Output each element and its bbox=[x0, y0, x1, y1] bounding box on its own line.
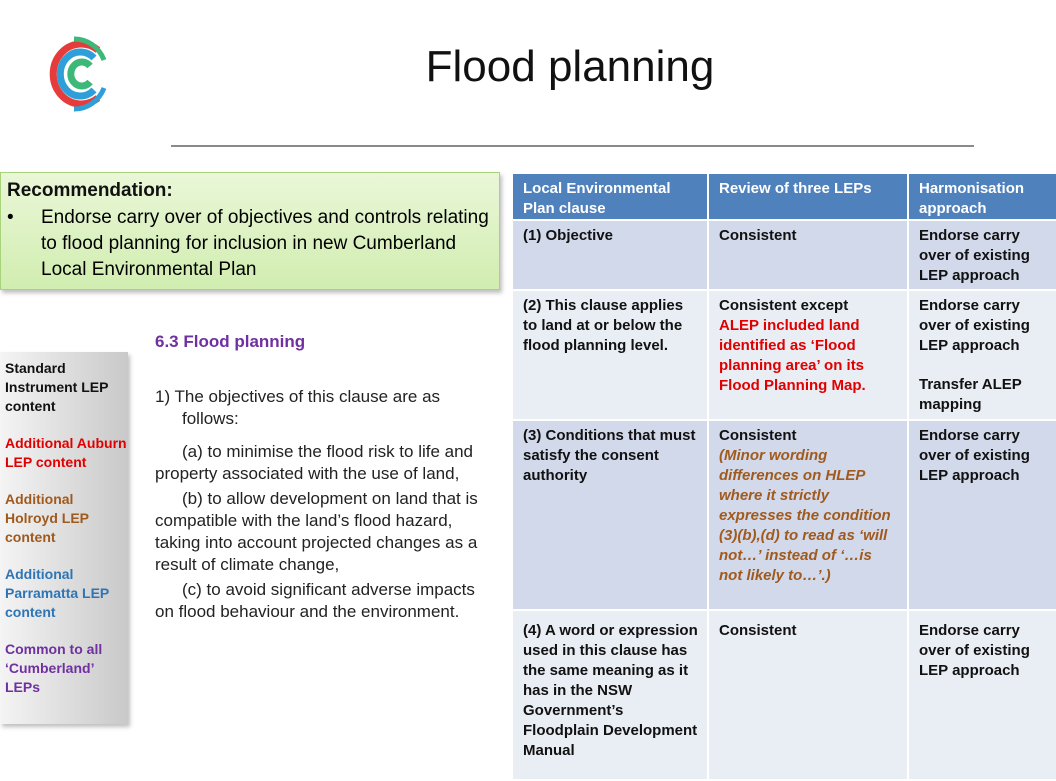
page-title: Flood planning bbox=[425, 42, 715, 91]
table-row bbox=[512, 420, 1056, 610]
table-row bbox=[512, 290, 1056, 420]
approach-extra: Transfer ALEP mapping bbox=[919, 376, 1022, 413]
lep-comparison-table bbox=[511, 172, 1056, 781]
clause-objective-c: (c) to avoid significant adverse impacts on flood behaviour and the environment. bbox=[155, 580, 475, 621]
review-note-auburn: ALEP included land identified as ‘Flood planning area’ on its Flood Planning Map. bbox=[719, 317, 866, 394]
recommendation-heading: Recommendation: bbox=[7, 180, 173, 201]
row-approach: Endorse carry over of existing LEP approach bbox=[908, 420, 1056, 610]
header-clause: Local Environmental Plan clause bbox=[512, 173, 708, 220]
table-row bbox=[512, 220, 1056, 290]
review-status: Consistent bbox=[719, 227, 797, 244]
row-clause: (4) A word or expression used in this clause has the same meaning as it has in the NSW Government’s Floodplain Development Manual bbox=[512, 610, 708, 780]
title-divider bbox=[171, 145, 974, 147]
review-status: Consistent bbox=[719, 622, 797, 639]
row-clause: (3) Conditions that must satisfy the consent authority bbox=[512, 420, 708, 610]
row-review bbox=[708, 220, 908, 290]
clause-objective-a: (a) to minimise the flood risk to life and property associated with the use of land, bbox=[155, 442, 474, 483]
row-review bbox=[708, 420, 908, 610]
clause-objective-b: (b) to allow development on land that is compatible with the land’s flood hazard, taking into account projected changes as a result of climate change, bbox=[155, 489, 478, 574]
recommendation-box bbox=[0, 172, 500, 290]
legend-item-holroyd: Additional Holroyd LEP content bbox=[5, 491, 89, 545]
cumberland-c-logo-icon bbox=[44, 36, 112, 112]
legend-item-standard: Standard Instrument LEP content bbox=[5, 360, 109, 414]
clause-intro: 1) The objectives of this clause are as follows: bbox=[155, 387, 441, 428]
header-approach: Harmonisation approach bbox=[908, 173, 1056, 220]
bullet-icon: • bbox=[7, 207, 14, 228]
approach-text: Endorse carry over of existing LEP approach bbox=[919, 297, 1030, 354]
cumberland-logo bbox=[44, 36, 112, 112]
legend-item-common: Common to all ‘Cumberland’ LEPs bbox=[5, 641, 103, 695]
row-approach: Endorse carry over of existing LEP approach bbox=[908, 610, 1056, 780]
recommendation-text: Endorse carry over of objectives and controls relating to flood planning for inclusion in new Cumberland Local Environmental Plan bbox=[41, 207, 489, 280]
content-legend bbox=[0, 352, 128, 724]
row-clause: (1) Objective bbox=[512, 220, 708, 290]
legend-item-parramatta: Additional Parramatta LEP content bbox=[5, 566, 110, 620]
row-clause: (2) This clause applies to land at or below the flood planning level. bbox=[512, 290, 708, 420]
header-review: Review of three LEPs bbox=[708, 173, 908, 220]
recommendation-item bbox=[7, 205, 491, 283]
clause-body bbox=[155, 386, 490, 626]
table-row bbox=[512, 610, 1056, 780]
row-review bbox=[708, 290, 908, 420]
review-status: Consistent except bbox=[719, 297, 849, 314]
legend-item-auburn: Additional Auburn LEP content bbox=[5, 435, 127, 470]
table-header-row bbox=[512, 173, 1056, 220]
clause-title: 6.3 Flood planning bbox=[155, 332, 306, 351]
row-review bbox=[708, 610, 908, 780]
review-status: Consistent bbox=[719, 427, 797, 444]
row-approach bbox=[908, 290, 1056, 420]
row-approach: Endorse carry over of existing LEP approach bbox=[908, 220, 1056, 290]
review-note-holroyd: (Minor wording differences on HLEP where it strictly expresses the condition (3)(b),(d) to read as ‘will not…’ instead of ‘…is not likely to…’.) bbox=[719, 447, 891, 584]
